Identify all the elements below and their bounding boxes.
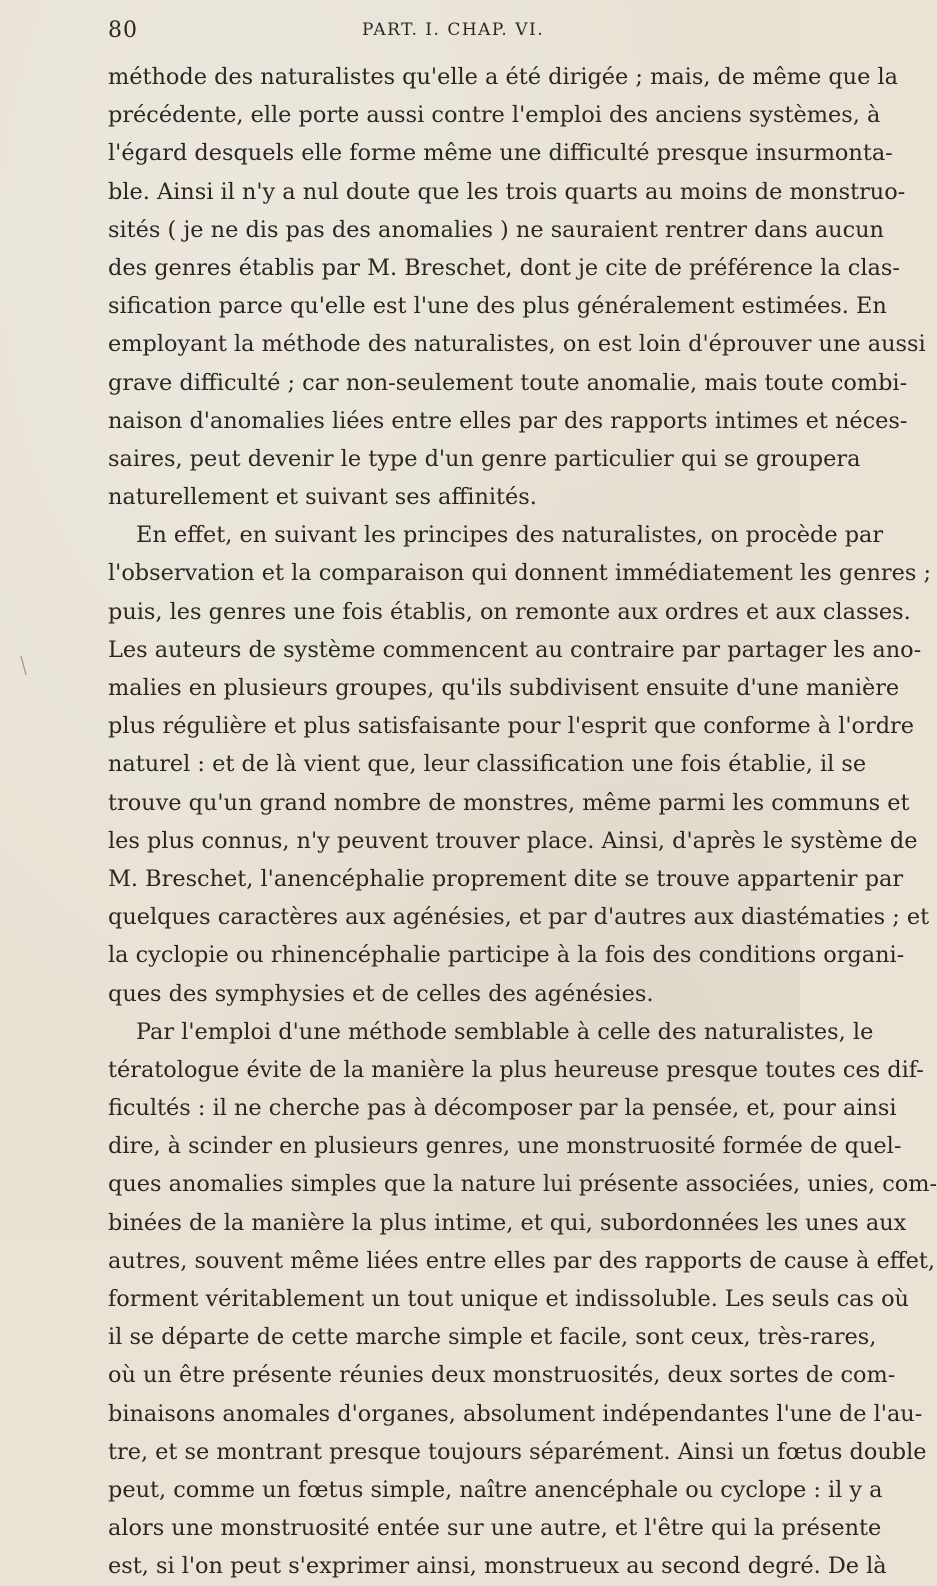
- text-line: binaisons anomales d'organes, absolument indépendantes l'une de l'au-: [108, 1400, 923, 1427]
- text-line: ficultés : il ne cherche pas à décomposer par la pensée, et, pour ainsi: [108, 1095, 897, 1122]
- text-line: naturel : et de là vient que, leur classification une fois établie, il se: [108, 751, 867, 778]
- text-line: ble. Ainsi il n'y a nul doute que les trois quarts au moins de monstruo-: [108, 178, 906, 205]
- text-line: quelques caractères aux agénésies, et par d'autres aux diastématies ; et: [108, 904, 930, 931]
- text-line: il se départe de cette marche simple et facile, sont ceux, très-rares,: [108, 1324, 877, 1351]
- text-line: autres, souvent même liées entre elles par des rapports de cause à effet,: [108, 1247, 936, 1274]
- text-line: alors une monstruosité entée sur une autre, et l'être qui la présente: [108, 1515, 882, 1542]
- text-line: naison d'anomalies liées entre elles par des rapports intimes et néces-: [108, 407, 908, 434]
- text-line: saires, peut devenir le type d'un genre particulier qui se groupera: [108, 445, 861, 472]
- text-line: binées de la manière la plus intime, et qui, subordonnées les unes aux: [108, 1209, 907, 1236]
- text-line: employant la méthode des naturalistes, on est loin d'éprouver une aussi: [108, 331, 926, 358]
- running-head: [108, 14, 768, 48]
- page-number: 80: [108, 18, 138, 43]
- text-line: tératologue évite de la manière la plus heureuse presque toutes ces dif-: [108, 1056, 924, 1083]
- text-line: tre, et se montrant presque toujours séparément. Ainsi un fœtus double: [108, 1438, 927, 1465]
- section-title: PART. I. CHAP. VI.: [362, 20, 545, 40]
- text-line: l'égard desquels elle forme même une difficulté presque insurmonta-: [108, 140, 893, 167]
- text-line: sification parce qu'elle est l'une des plus généralement estimées. En: [108, 293, 887, 320]
- text-line: M. Breschet, l'anencéphalie proprement dite se trouve appartenir par: [108, 865, 904, 892]
- text-line: plus régulière et plus satisfaisante pour l'esprit que conforme à l'ordre: [108, 713, 914, 740]
- text-line: où un être présente réunies deux monstruosités, deux sortes de com-: [108, 1362, 896, 1389]
- text-line: malies en plusieurs groupes, qu'ils subdivisent ensuite d'une manière: [108, 675, 900, 701]
- text-line: En effet, en suivant les principes des naturalistes, on procède par: [136, 522, 884, 549]
- text-line: l'observation et la comparaison qui donnent immédiatement les genres ;: [108, 560, 931, 587]
- text-line: est, si l'on peut s'exprimer ainsi, monstrueux au second degré. De là: [108, 1553, 887, 1580]
- text-line: ques des symphysies et de celles des agénésies.: [108, 980, 654, 1007]
- text-line: naturellement et suivant ses affinités.: [108, 484, 537, 511]
- text-line: forment véritablement un tout unique et indissoluble. Les seuls cas où: [108, 1286, 909, 1312]
- margin-mark: [20, 655, 28, 677]
- text-line: ques anomalies simples que la nature lui présente associées, unies, com-: [108, 1171, 937, 1198]
- text-line: précédente, elle porte aussi contre l'emploi des anciens systèmes, à: [108, 102, 881, 129]
- text-line: la cyclopie ou rhinencéphalie participe à la fois des conditions organi-: [108, 942, 905, 969]
- text-line: peut, comme un fœtus simple, naître anencéphale ou cyclope : il y a: [108, 1476, 883, 1503]
- text-line: dire, à scinder en plusieurs genres, une monstruosité formée de quel-: [108, 1133, 902, 1160]
- text-line: trouve qu'un grand nombre de monstres, même parmi les communs et: [108, 789, 910, 816]
- text-line: Par l'emploi d'une méthode semblable à celle des naturalistes, le: [136, 1018, 874, 1045]
- text-line: grave difficulté ; car non-seulement toute anomalie, mais toute combi-: [108, 369, 908, 396]
- text-line: des genres établis par M. Breschet, dont je cite de préférence la clas-: [108, 254, 900, 281]
- text-line: les plus connus, n'y peuvent trouver place. Ainsi, d'après le système de: [108, 827, 918, 854]
- text-line: puis, les genres une fois établis, on remonte aux ordres et aux classes.: [108, 598, 911, 625]
- text-line: Les auteurs de système commencent au contraire par partager les ano-: [108, 636, 922, 663]
- text-line: méthode des naturalistes qu'elle a été dirigée ; mais, de même que la: [108, 64, 898, 90]
- text-line: sités ( je ne dis pas des anomalies ) ne sauraient rentrer dans aucun: [108, 216, 884, 243]
- body-text: [108, 58, 937, 1586]
